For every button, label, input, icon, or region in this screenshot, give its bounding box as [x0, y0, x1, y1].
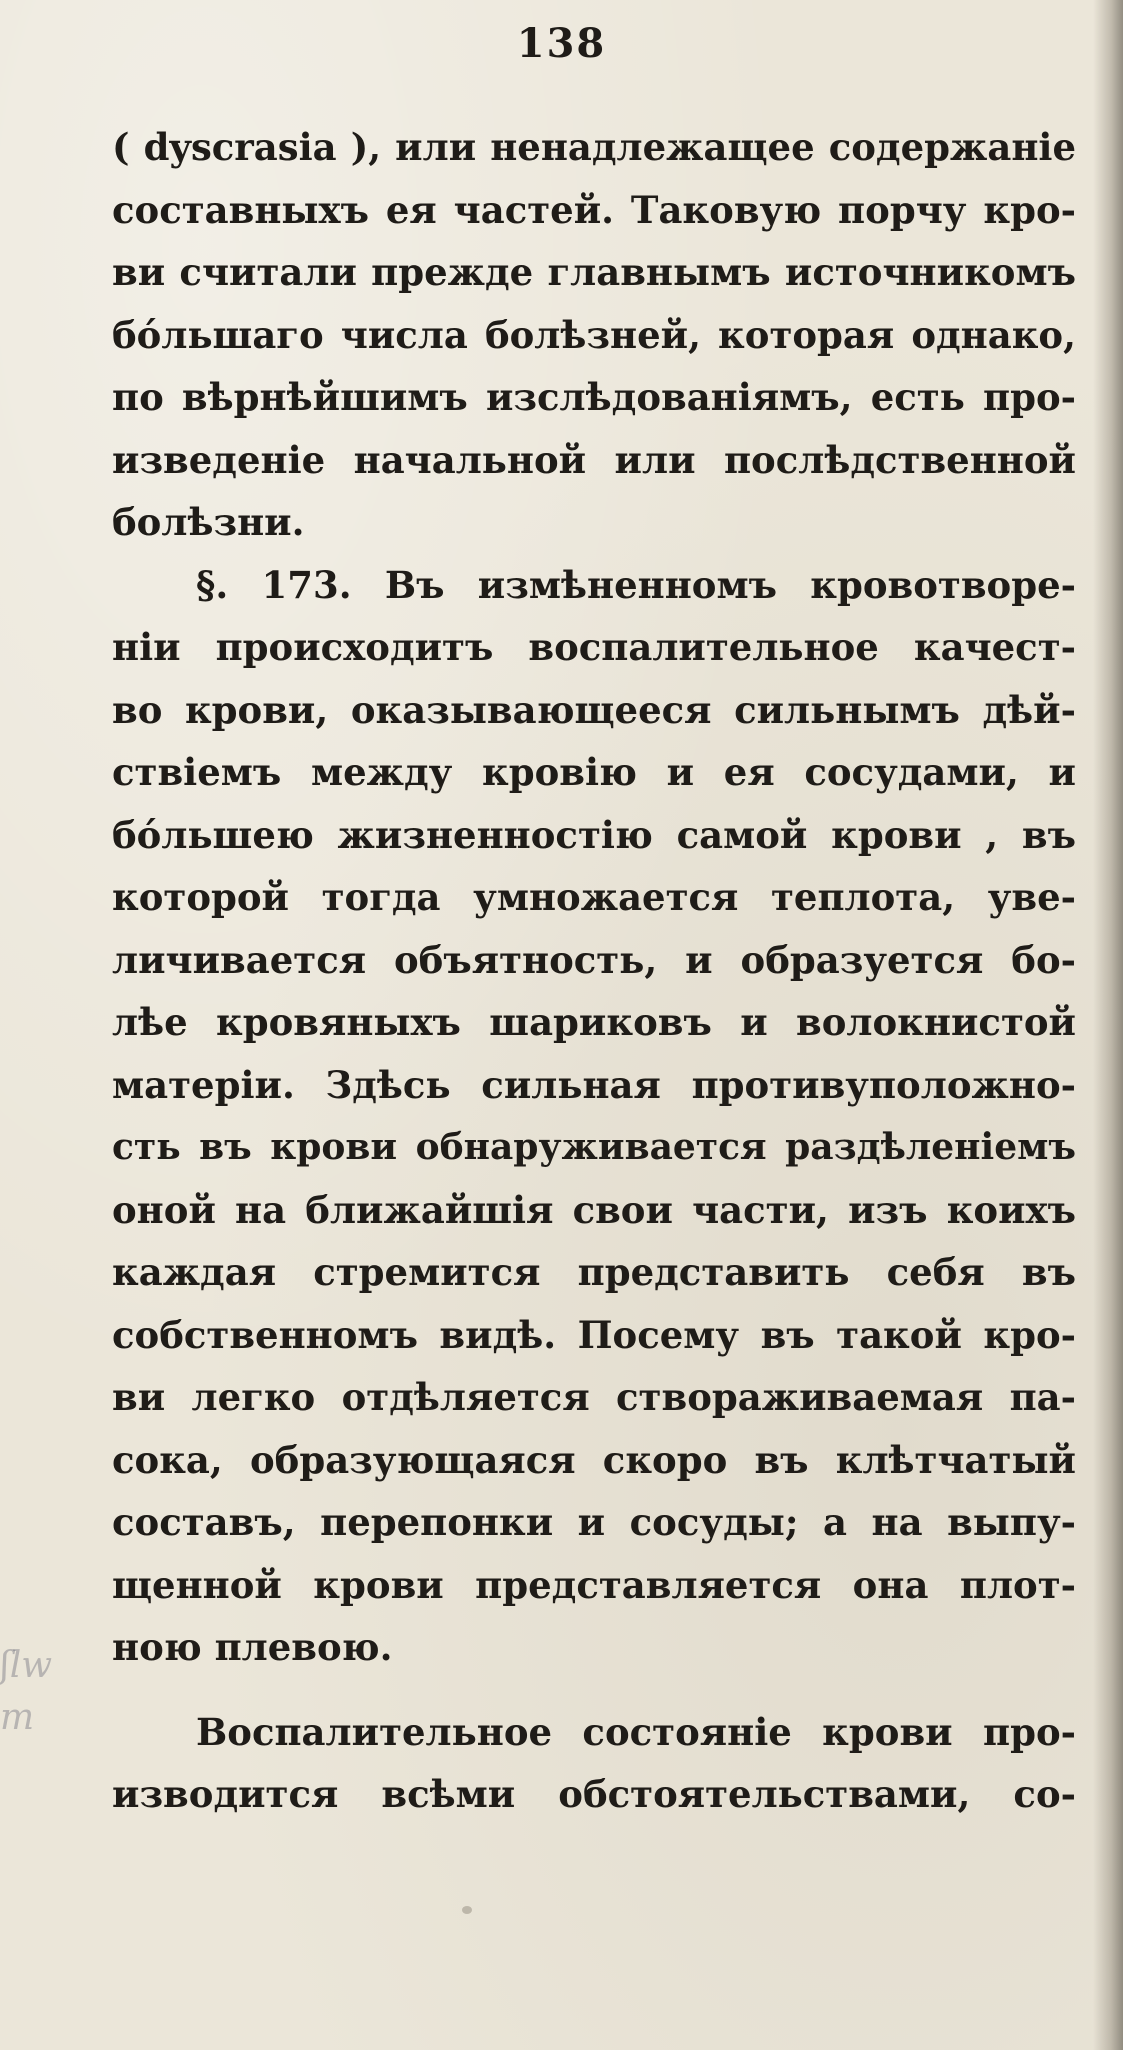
text-line: ною плевою. [112, 1625, 393, 1669]
text-line: болѣзни. [112, 500, 305, 544]
text-line: изводится всѣми обстоятельствами, со- [112, 1772, 1076, 1816]
body-text [112, 116, 1076, 1826]
text-line: личивается объятность, и образуется бо- [112, 937, 1076, 982]
text-line: составныхъ ея частей. Таковую порчу кро- [112, 187, 1076, 232]
text-line: ( dyscrasia ), или ненадлежащее содержаніе [112, 125, 1076, 169]
section-heading-line: §. 173. Въ измѣненномъ кровотворе- [196, 562, 1076, 607]
text-line: ви считали прежде главнымъ источникомъ [112, 250, 1076, 294]
text-line: которой тогда умножается теплота, уве- [112, 875, 1076, 919]
text-line: по вѣрнѣйшимъ изслѣдованіямъ, есть про- [112, 375, 1076, 419]
text-line: сть въ крови обнаруживается раздѣленіемъ [112, 1126, 1076, 1168]
text-line: бо́льшаго числа болѣзней, которая однако, [112, 312, 1076, 357]
paragraph-3 [112, 1701, 1076, 1826]
text-line: сока, образующаяся скоро въ клѣтчатый [112, 1437, 1076, 1482]
text-line: во крови, оказывающееся сильнымъ дѣй- [112, 687, 1076, 732]
text-line: ствіемъ между кровію и ея сосудами, и [112, 750, 1076, 794]
paragraph-1 [112, 116, 1076, 554]
text-line: лѣе кровяныхъ шариковъ и волокнистой [112, 1000, 1076, 1044]
text-line: щенной крови представляется она плот- [112, 1562, 1076, 1607]
paper-speck [462, 1906, 472, 1914]
text-line: каждая стремится представить себя въ [112, 1250, 1076, 1294]
text-line: матеріи. Здѣсь сильная противуположно- [112, 1062, 1076, 1107]
text-line: составъ, перепонки и сосуды; а на выпу- [112, 1500, 1076, 1544]
text-line: оной на ближайшія свои части, изъ коихъ [112, 1187, 1076, 1232]
paragraph-2 [112, 554, 1076, 1679]
page-number: 138 [516, 20, 607, 67]
text-line: Воспалительное состояніе крови про- [196, 1709, 1076, 1754]
text-line: ніи происходитъ воспалительное качест- [112, 625, 1076, 669]
text-line: изведеніе начальной или послѣдственной [112, 437, 1076, 482]
margin-bleed-through: ʃlw m [0, 1645, 53, 1738]
paragraph-gap [112, 1679, 1076, 1701]
text-line: бо́льшею жизненностію самой крови , въ [112, 812, 1076, 857]
text-line: ви легко отдѣляется створаживаемая па- [112, 1375, 1076, 1419]
spine-shadow [1093, 0, 1123, 2050]
text-line: собственномъ видѣ. Посему въ такой кро- [112, 1312, 1076, 1357]
